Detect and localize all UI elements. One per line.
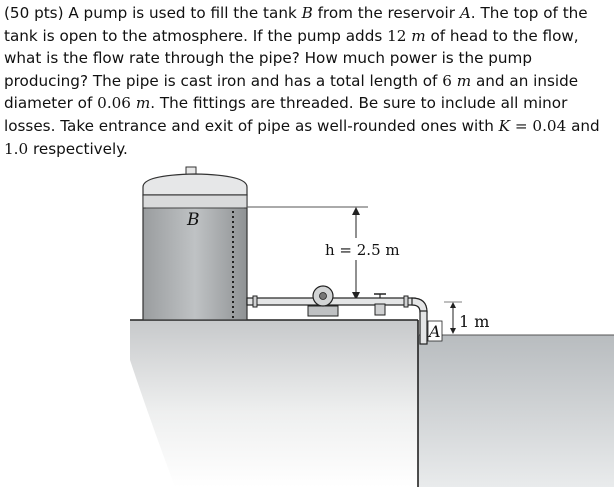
tank-roof [143, 174, 247, 195]
reservoir-water [418, 335, 614, 487]
reservoir-label: A [429, 322, 441, 341]
pipe-elbow [412, 298, 427, 312]
depth-arrow-up [450, 302, 456, 308]
pipe-flange-right [404, 296, 408, 307]
depth-label: 1 m [459, 312, 490, 331]
height-arrow-up [352, 207, 360, 215]
tank-label: B [187, 210, 200, 230]
valve-body [375, 304, 385, 315]
height-label: h = 2.5 m [325, 241, 400, 259]
pipe-vertical [420, 311, 427, 344]
depth-arrow-down [450, 328, 456, 334]
pipe-flange-left [253, 296, 257, 307]
tank-upper-band [143, 195, 247, 208]
pump-base [308, 306, 338, 316]
pump-hub [320, 293, 327, 300]
problem-statement: (50 pts) A pump is used to fill the tank B from the reservoir A. The top of the tank is open to the atmosphere. If the pump adds 12 m of head to the flow, what is the flow rate through the pipe? How much power is the pump producing? The pipe is cast iron and has a total length of 6 m and an inside diameter of 0.06 m. The fittings are threaded. Be sure to include all minor losses. Take entrance and exit of pipe as well-rounded ones with K = 0.04 and 1.0 respectively. [4, 4, 600, 158]
ground-platform [130, 320, 418, 487]
